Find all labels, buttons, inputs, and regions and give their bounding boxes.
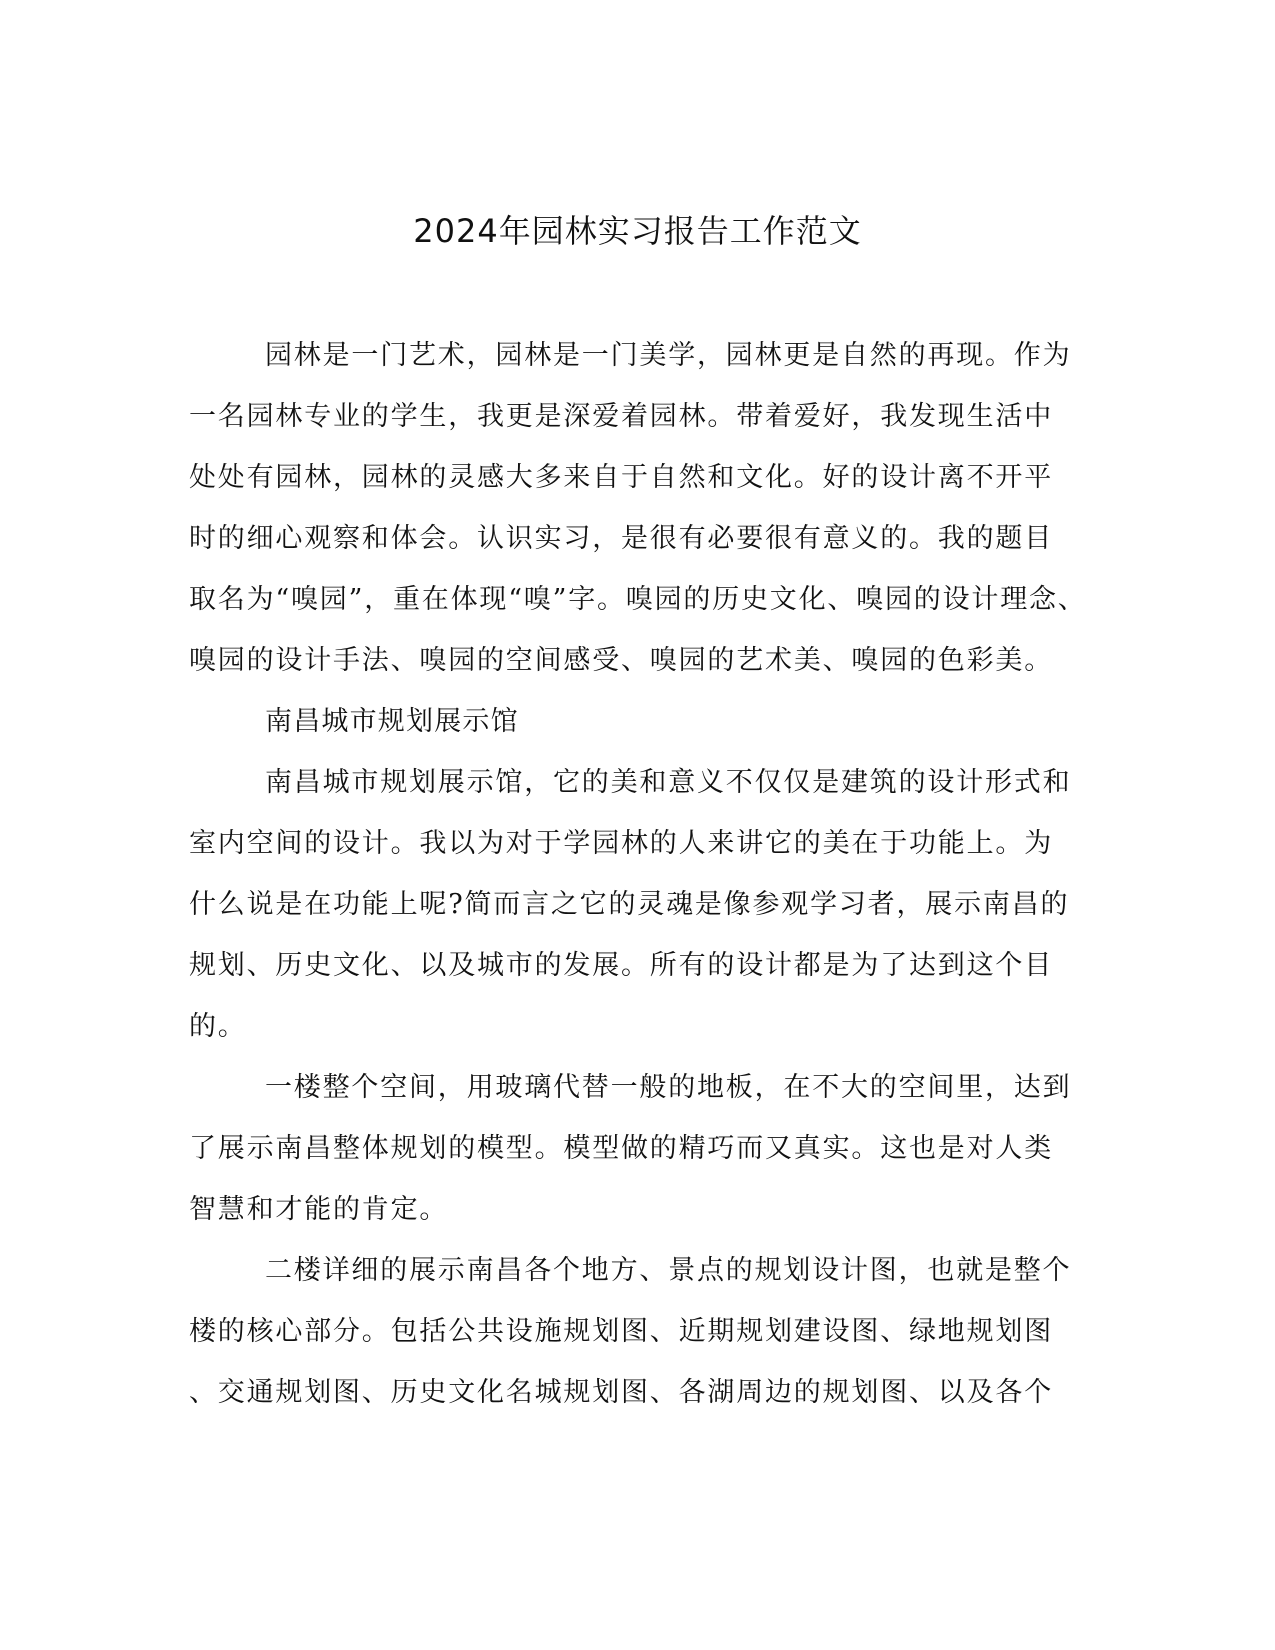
text-line: 楼的核心部分。包括公共设施规划图、近期规划建设图、绿地规划图 [189,1316,1053,1347]
paragraph-exhibition-hall [189,752,1089,1057]
paragraph-second-floor [189,1240,1089,1423]
section-heading: 南昌城市规划展示馆 [265,706,519,737]
text-line: 室内空间的设计。我以为对于学园林的人来讲它的美在于功能上。为 [189,828,1053,859]
text-line: 嗅园的设计手法、嗅园的空间感受、嗅园的艺术美、嗅园的色彩美。 [189,645,1053,676]
text-line: 的。 [189,1011,247,1042]
document-title: 2024年园林实习报告工作范文 [413,212,862,250]
text-line: 处处有园林，园林的灵感大多来自于自然和文化。好的设计离不开平 [189,462,1053,493]
text-line: 园林是一门艺术，园林是一门美学，园林更是自然的再现。作为 [265,340,1072,371]
text-line: 、交通规划图、历史文化名城规划图、各湖周边的规划图、以及各个 [189,1377,1053,1408]
paragraph-intro [189,325,1089,691]
text-line: 取名为“嗅园”，重在体现“嗅”字。嗅园的历史文化、嗅园的设计理念、 [189,584,1087,615]
text-line: 时的细心观察和体会。认识实习，是很有必要很有意义的。我的题目 [189,523,1053,554]
paragraph-first-floor [189,1057,1089,1240]
text-line: 一名园林专业的学生，我更是深爱着园林。带着爱好，我发现生活中 [189,401,1053,432]
text-line: 一楼整个空间，用玻璃代替一般的地板，在不大的空间里，达到 [265,1072,1072,1103]
text-line: 规划、历史文化、以及城市的发展。所有的设计都是为了达到这个目 [189,950,1053,981]
text-line: 南昌城市规划展示馆，它的美和意义不仅仅是建筑的设计形式和 [265,767,1072,798]
text-line: 了展示南昌整体规划的模型。模型做的精巧而又真实。这也是对人类 [189,1133,1053,1164]
document-body [189,325,1089,1423]
text-line: 二楼详细的展示南昌各个地方、景点的规划设计图，也就是整个 [265,1255,1072,1286]
text-line: 什么说是在功能上呢?简而言之它的灵魂是像参观学习者，展示南昌的 [189,889,1070,920]
text-line: 智慧和才能的肯定。 [189,1194,449,1225]
